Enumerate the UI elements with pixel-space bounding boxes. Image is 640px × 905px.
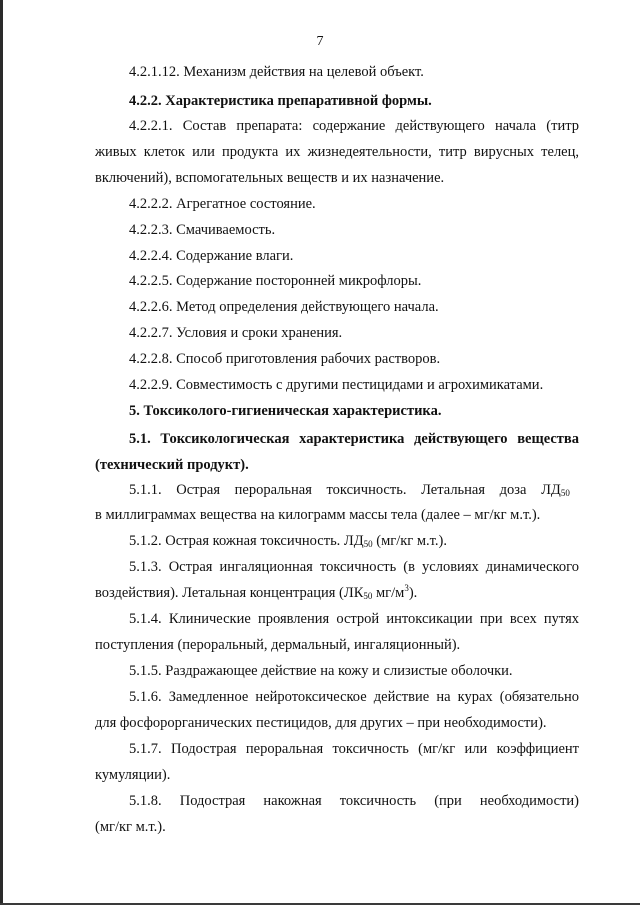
item-5-1-2-units: (мг/кг м.т.). [372,533,448,549]
item-4-2-2-8: 4.2.2.8. Способ приготовления рабочих растворов. [129,351,441,367]
item-5-1-3-close: ). [408,585,418,601]
item-5-1-1-text: 5.1.1. Острая пероральная токсичность. Летальная доза ЛД [129,482,561,498]
scan-left-edge [0,0,3,905]
item-5-1-6-line1: 5.1.6. Замедленное нейротоксическое действие на курах (обязательно [129,689,579,705]
item-5-1-1-line1 [129,481,579,499]
item-4-2-2-5: 4.2.2.5. Содержание посторонней микрофлоры. [129,273,422,289]
item-4-2-2-1-line1: 4.2.2.1. Состав препарата: содержание действующего начала (титр [129,118,579,134]
item-5-1-6-line2: для фосфорорганических пестицидов, для других – при необходимости). [95,715,547,731]
lk50-subscript: 50 [363,591,373,601]
item-4-2-2-9: 4.2.2.9. Совместимость с другими пестицидами и агрохимикатами. [129,377,544,393]
item-5-1-5: 5.1.5. Раздражающее действие на кожу и слизистые оболочки. [129,663,513,679]
heading-5: 5. Токсиколого-гигиеническая характеристика. [129,403,442,419]
item-4-2-2-3: 4.2.2.3. Смачиваемость. [129,222,276,238]
item-4-2-2-4: 4.2.2.4. Содержание влаги. [129,248,294,264]
item-5-1-2-text: 5.1.2. Острая кожная токсичность. ЛД [129,533,364,549]
item-5-1-4-line1: 5.1.4. Клинические проявления острой интоксикации при всех путях [129,611,579,627]
item-5-1-4-line2: поступления (пероральный, дермальный, ингаляционный). [95,637,461,653]
item-5-1-7-line1: 5.1.7. Подострая пероральная токсичность (мг/кг или коэффициент [129,741,579,757]
item-5-1-8-line2: (мг/кг м.т.). [95,819,166,835]
heading-5-1-line2: (технический продукт). [95,457,249,473]
item-4-2-1-12: 4.2.1.12. Механизм действия на целевой объект. [129,64,424,80]
item-4-2-2-7: 4.2.2.7. Условия и сроки хранения. [129,325,343,341]
item-5-1-1-line2: в миллиграммах вещества на килограмм массы тела (далее – мг/кг м.т.). [95,507,541,523]
item-5-1-8-line1: 5.1.8. Подострая накожная токсичность (при необходимости) [129,793,579,809]
item-5-1-7-line2: кумуляции). [95,767,171,783]
item-5-1-3-units: мг/м [372,585,405,601]
item-4-2-2-1-line3: включений), вспомогательных веществ и их назначение. [95,170,445,186]
item-5-1-3-text: воздействия). Летальная концентрация (ЛК [95,585,364,601]
item-5-1-3-line1: 5.1.3. Острая ингаляционная токсичность (в условиях динамического [129,559,579,575]
heading-4-2-2: 4.2.2. Характеристика препаративной формы. [129,93,432,109]
ld50-subscript: 50 [560,488,570,498]
item-4-2-2-2: 4.2.2.2. Агрегатное состояние. [129,196,316,212]
item-5-1-3-line2 [95,584,417,602]
item-4-2-2-6: 4.2.2.6. Метод определения действующего начала. [129,299,439,315]
item-4-2-2-1-line2: живых клеток или продукта их жизнедеятельности, титр вирусных телец, [95,144,579,160]
cube-superscript: 3 [404,583,409,593]
item-5-1-2 [129,532,447,550]
heading-5-1-line1: 5.1. Токсикологическая характеристика действующего вещества [129,431,579,447]
ld50-subscript: 50 [363,539,373,549]
page-number: 7 [316,34,324,49]
